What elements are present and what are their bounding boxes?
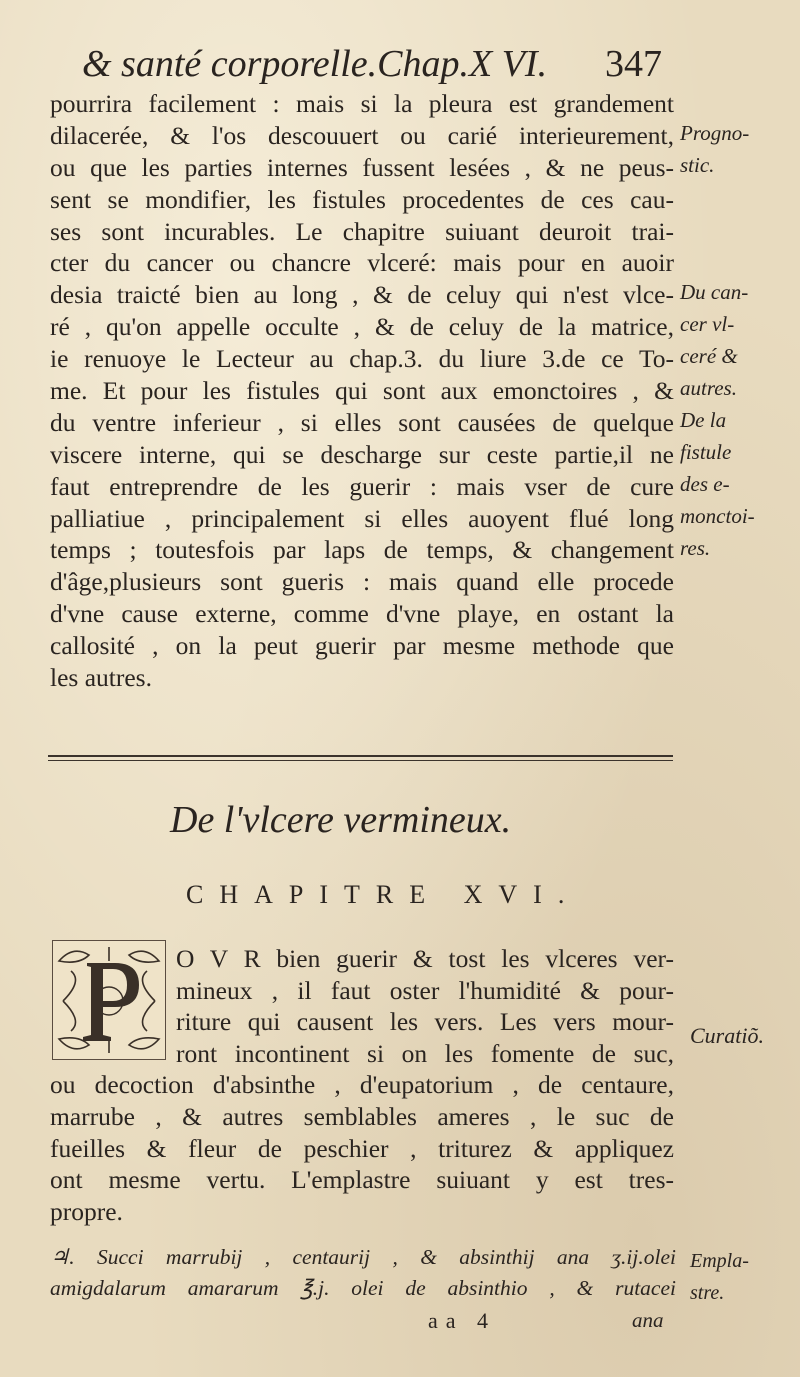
text-line: Progno-: [680, 121, 750, 145]
margin-notes: [680, 118, 790, 564]
running-head-title: & santé corporelle.Chap.X VI.: [82, 43, 548, 85]
text-line: sent se mondifier, les fistules procedentes de ces cau-: [50, 184, 674, 214]
text-line: fistule: [680, 439, 732, 464]
section-divider: [48, 755, 673, 761]
signature-mark: aa 4: [428, 1308, 497, 1333]
body-paragraph: [50, 88, 674, 694]
text-line: palliatiue , principalement si elles auoyent flué long: [50, 503, 674, 533]
text-line: des e-: [680, 471, 730, 496]
text-line: propre.: [50, 1196, 123, 1226]
text-line: viscere interne, qui se descharge sur ceste partie,il ne: [50, 439, 674, 469]
text-line: stic.: [680, 152, 715, 177]
text-line: Empla-: [690, 1250, 749, 1272]
text-line: riture qui causent les vers. Les vers mour-: [176, 1007, 674, 1037]
text-line: autres.: [680, 376, 737, 401]
text-line: pourrira facilement : mais si la pleura est grandement: [50, 89, 674, 118]
page-number: 347: [605, 43, 662, 85]
text-line: [680, 214, 790, 246]
text-line: d'vne cause externe, comme d'vne playe, en ostant la: [50, 599, 674, 629]
text-line: ceré &: [680, 344, 738, 369]
text-line: fueilles & fleur de peschier , triturez & appliquez: [50, 1133, 674, 1163]
catchword: ana: [632, 1308, 664, 1332]
text-line: [680, 246, 790, 278]
margin-note-curatio: Curatiõ.: [690, 1023, 764, 1048]
text-line: ront incontinent si on les fomente de suc,: [176, 1038, 674, 1068]
text-line: stre.: [690, 1281, 725, 1304]
chapter-paragraph: [50, 943, 674, 1227]
text-line: res.: [680, 535, 711, 560]
text-line: O V R bien guerir & tost les vlceres ver-: [176, 944, 674, 973]
running-head: [82, 38, 662, 90]
text-line: d'âge,plusieurs sont gueris : mais quand elle procede: [50, 567, 674, 597]
text-line: ont mesme vertu. L'emplastre suiuant y est tres-: [50, 1165, 674, 1195]
chapter-heading: CHAPITRE XVI.: [186, 880, 581, 909]
text-line: callosité , on la peut guerir par mesme methode que: [50, 631, 674, 661]
text-line: cer vl-: [680, 312, 735, 337]
text-line: me. Et pour les fistules qui sont aux emonctoires , &: [50, 376, 674, 406]
text-line: ie renuoye le Lecteur au chap.3. du liure 3.de ce To-: [50, 344, 674, 374]
text-line: [680, 182, 790, 214]
text-line: De la: [680, 408, 727, 433]
text-line: ses sont incurables. Le chapitre suiuant deuroit trai-: [50, 216, 674, 246]
text-line: Du can-: [680, 280, 749, 305]
text-line: ré , qu'on appelle occulte , & de celuy de la matrice,: [50, 312, 674, 342]
text-line: temps ; toutesfois par laps de temps, & changement: [50, 535, 674, 565]
text-line: marrube , & autres semblables ameres , le suc de: [50, 1101, 674, 1131]
text-line: desia traicté bien au long , & de celuy qui n'est vlce-: [50, 280, 674, 310]
text-line: dilacerée, & l'os descouuert ou carié interieurement,: [50, 120, 674, 150]
text-line: monctoi-: [680, 503, 755, 528]
text-line: amigdalarum amararum ℥.j. olei de absinthio , & rutacei: [50, 1276, 676, 1300]
text-line: cter du cancer ou chancre vlceré: mais pour en auoir: [50, 248, 674, 278]
text-line: mineux , il faut oster l'humidité & pour-: [176, 975, 674, 1005]
text-line: ou que les parties internes fussent lesées , & ne peus-: [50, 152, 674, 182]
text-line: ou decoction d'absinthe , d'eupatorium , de centaure,: [50, 1070, 674, 1100]
section-title: De l'vlcere vermineux.: [170, 799, 512, 841]
text-line: ♃. Succi marrubij , centaurij , & absinthij ana ʒ.ij.olei: [50, 1245, 676, 1269]
text-line: les autres.: [50, 663, 152, 693]
text-line: faut entreprendre de les guerir : mais vser de cure: [50, 471, 674, 501]
recipe-block: [50, 1242, 676, 1304]
text-line: du ventre inferieur , si elles sont causées de quelque: [50, 407, 674, 437]
margin-note-emplastre: [690, 1246, 800, 1310]
